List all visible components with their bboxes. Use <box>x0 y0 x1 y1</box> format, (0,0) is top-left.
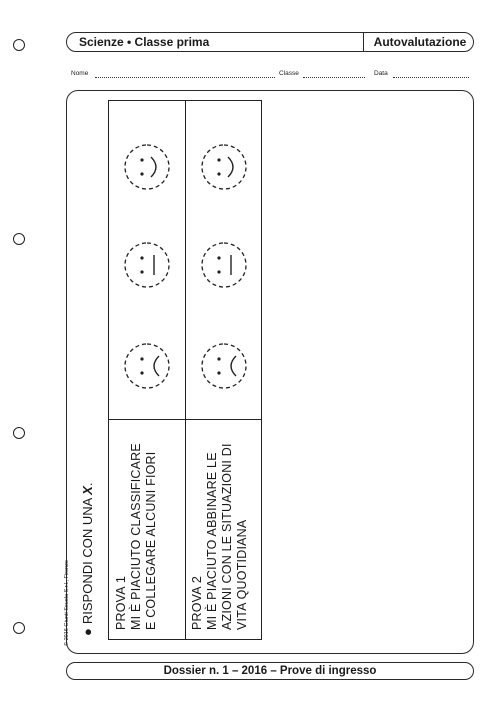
item-prova-2 <box>190 443 250 630</box>
name-field[interactable] <box>95 77 275 78</box>
bullet-icon: ● <box>80 628 95 636</box>
instruction-text: RISPONDI CON UNA <box>80 498 95 625</box>
binder-hole-bottom <box>13 622 25 634</box>
sad-face-icon[interactable] <box>123 340 171 392</box>
name-label: Nome <box>71 70 89 77</box>
page-header <box>66 32 474 52</box>
neutral-face-icon[interactable] <box>200 239 248 291</box>
happy-face-icon[interactable] <box>200 141 248 193</box>
row-divider <box>109 419 261 420</box>
page-footer: Dossier n. 1 – 2016 – Prove di ingresso <box>66 662 474 680</box>
binder-hole-top <box>13 39 25 51</box>
instruction <box>80 483 95 636</box>
section-label: Autovalutazione <box>373 35 467 49</box>
instruction-mark: X <box>80 486 95 495</box>
happy-face-icon[interactable] <box>123 141 171 193</box>
item-line: MI È PIACIUTO ABBINARE LE <box>205 452 219 630</box>
class-label: Classe <box>279 70 299 77</box>
student-fields <box>71 70 471 82</box>
date-field[interactable] <box>393 77 469 78</box>
item-line: MI È PIACIUTO CLASSIFICARE <box>129 443 143 630</box>
item-line: VITA QUOTIDIANA <box>235 519 249 630</box>
date-label: Data <box>374 70 388 77</box>
item-line: AZIONI CON LE SITUAZIONI DI <box>220 443 234 630</box>
sad-face-icon[interactable] <box>200 340 248 392</box>
binder-hole-lower <box>13 427 25 439</box>
neutral-face-icon[interactable] <box>123 239 171 291</box>
class-field[interactable] <box>303 77 365 78</box>
instruction-end: . <box>80 482 95 487</box>
header-divider <box>363 33 364 51</box>
item-title: PROVA 1 <box>114 576 128 630</box>
subject-label: Scienze • Classe prima <box>79 35 210 49</box>
item-line: E COLLEGARE ALCUNI FIORI <box>144 451 158 630</box>
item-prova-1 <box>114 443 159 630</box>
copyright-note: © 2016 Giunti Scuola S.r.l., Firenze <box>64 560 70 646</box>
item-title: PROVA 2 <box>190 576 204 630</box>
column-divider <box>185 101 186 639</box>
binder-hole-upper <box>13 233 25 245</box>
